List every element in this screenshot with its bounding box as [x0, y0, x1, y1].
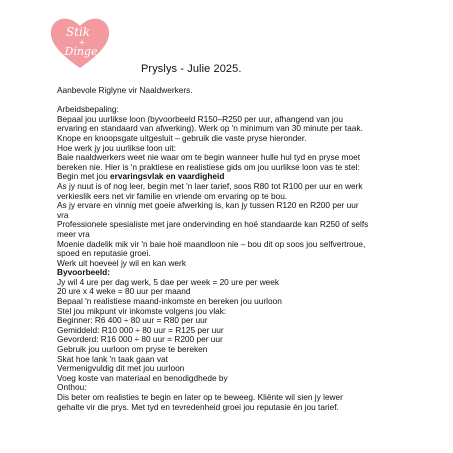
example-heading: Byvoorbeeld: — [57, 267, 111, 278]
text-line: vra — [57, 209, 69, 220]
begin-prefix: Begin met jou — [57, 171, 111, 182]
text-line: Gebruik jou uurloon om pryse te bereken — [57, 344, 208, 355]
text-line: 20 ure x 4 weke = 80 uur per maand — [57, 286, 191, 297]
text-line: As jy nuut is of nog leer, begin met 'n laer tarief, soos R80 tot R100 per uur en werk — [57, 180, 363, 191]
section-heading: Arbeidsbepaling: — [57, 104, 119, 115]
text-line: Bepaal 'n realistiese maand-inkomste en bereken jou uurloon — [57, 296, 282, 307]
text-line: gehalte vir die prys. Met tyd en tevredenheid groei jou reputasie én jou tarief. — [57, 401, 339, 412]
text-line: Dis beter om realisties te begin en later op te beweeg. Kliënte wil sien jy lewer — [57, 392, 343, 402]
subtitle: Aanbevole Riglyne vir Naaldwerkers. — [57, 85, 193, 95]
logo-text-stik: Stik — [65, 25, 91, 39]
logo-text-plus: + — [78, 38, 86, 47]
text-line: Onthou: — [57, 382, 87, 393]
document-body — [57, 86, 447, 412]
text-line: Bepaal jou uurlikse loon (byvoorbeeld R150–R250 per uur, afhangend van jou — [57, 113, 343, 124]
text-line: Hoe werk jy jou uurlikse loon uit: — [57, 142, 176, 153]
text-line: Moenie dadelik mik vir 'n baie hoë maandloon nie – bou dit op soos jou selfvertroue, — [57, 238, 366, 249]
text-line: Baie naaldwerkers weet nie waar om te begin wanneer hulle hul tyd en pryse moet — [57, 152, 361, 163]
text-line: spoed en reputasie groei. — [57, 248, 151, 259]
text-line: Professionele spesialiste met jare ondervinding en hoë standaarde kan R250 of selfs — [57, 219, 369, 230]
text-line: meer vra — [57, 228, 90, 239]
text-line: Skat hoe lank 'n taak gaan vat — [57, 353, 168, 364]
text-line: bereken nie. Hier is 'n praktiese en realistiese gids om jou uurlikse loon vas te stel: — [57, 161, 360, 172]
text-line: Gemiddeld: R10 000 ÷ 80 uur = R125 per uur — [57, 324, 224, 335]
text-line: Jy wil 4 ure per dag werk, 5 dae per week = 20 ure per week — [57, 276, 280, 287]
text-line: ervaring en standaard van afwerking). Werk op 'n minimum van 30 minute per taak. — [57, 123, 363, 134]
stik-dinge-heart-logo — [48, 14, 112, 70]
text-line: verkieslik eers net vir familie en vriende om ervaring op te bou. — [57, 190, 288, 201]
logo-text-dinge: Dinge — [64, 45, 98, 58]
text-line: Beginner: R6 400 ÷ 80 uur = R80 per uur — [57, 315, 208, 326]
page-title: Pryslys - Julie 2025. — [141, 63, 242, 75]
text-line: Knope en knoopsgate uitgesluit – gebruik die vaste pryse hieronder. — [57, 132, 307, 143]
text-line: Vermenigvuldig dit met jou uurloon — [57, 363, 185, 374]
begin-bold: ervaringsvlak en vaardigheid — [110, 171, 225, 182]
text-line: Gevorderd: R16 000 ÷ 80 uur = R200 per uur — [57, 334, 223, 345]
text-line: Stel jou mikpunt vir inkomste volgens jou vlak: — [57, 305, 227, 316]
text-line: As jy ervare en vinnig met goeie afwerking is, kan jy tussen R120 en R200 per uur — [57, 200, 359, 211]
text-line: Voeg koste van materiaal en benodigdhede by — [57, 372, 228, 383]
text-line: Werk uit hoeveel jy wil en kan werk — [57, 257, 186, 268]
